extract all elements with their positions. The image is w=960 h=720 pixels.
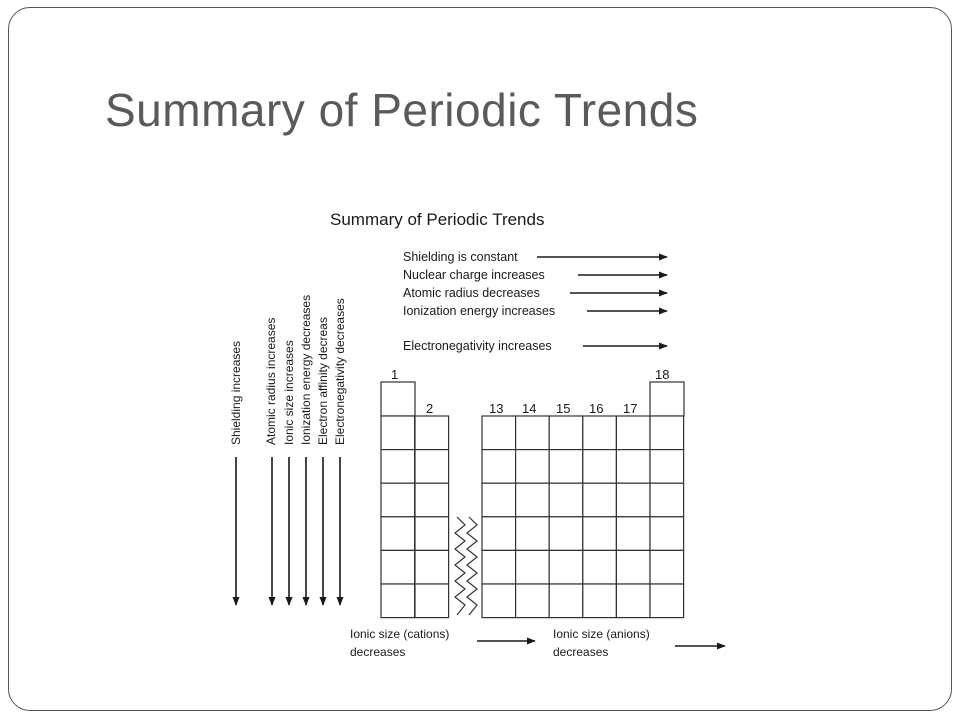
table-cell-right-4-4: [616, 550, 650, 584]
trend-nuclear-charge: Nuclear charge increases: [403, 268, 545, 282]
table-cell-left-3-1: [415, 517, 449, 551]
trend-shielding-increases: Shielding increases: [229, 340, 243, 445]
table-cell-left-3-0: [381, 517, 415, 551]
table-cell-right-2-2: [549, 483, 583, 517]
cell-group-18: [650, 382, 684, 416]
table-cell-left-0-0: [381, 416, 415, 450]
anions-label-line1: Ionic size (anions): [553, 627, 650, 641]
group-label-15: 15: [556, 401, 571, 416]
table-cell-right-3-0: [482, 517, 516, 551]
group-label-13: 13: [489, 401, 504, 416]
trend-ionization-row: Ionization energy increases: [403, 304, 556, 318]
table-cell-right-1-3: [583, 450, 617, 484]
periodic-trends-diagram: [185, 195, 765, 685]
cell-group-1: [381, 382, 415, 416]
figure-title: Summary of Periodic Trends: [330, 210, 545, 229]
table-cell-right-0-5: [650, 416, 684, 450]
trend-atomic-radius-row: Atomic radius decreases: [403, 286, 540, 300]
group-label-14: 14: [522, 401, 537, 416]
table-cell-right-0-3: [583, 416, 617, 450]
table-cell-left-5-1: [415, 584, 449, 618]
table-cell-right-0-4: [616, 416, 650, 450]
table-cell-right-3-2: [549, 517, 583, 551]
table-cell-right-2-4: [616, 483, 650, 517]
table-cell-right-0-2: [549, 416, 583, 450]
table-cell-right-3-4: [616, 517, 650, 551]
table-cell-left-2-1: [415, 483, 449, 517]
table-cell-right-2-5: [650, 483, 684, 517]
trend-atomic-radius-col: Atomic radius increases: [264, 317, 278, 445]
group-label-16: 16: [589, 401, 604, 416]
table-cell-right-5-5: [650, 584, 684, 618]
slide-title: Summary of Periodic Trends: [105, 84, 699, 136]
table-cell-right-5-4: [616, 584, 650, 618]
table-cell-right-5-1: [516, 584, 550, 618]
trend-electronegativity-col: Electronegativity decreases: [333, 298, 347, 445]
table-cell-left-1-1: [415, 450, 449, 484]
trend-ionization-col: Ionization energy decreases: [299, 294, 313, 445]
table-cell-right-5-2: [549, 584, 583, 618]
table-cell-right-2-3: [583, 483, 617, 517]
group-label-2: 2: [426, 401, 434, 416]
table-cell-left-4-0: [381, 550, 415, 584]
table-cell-right-1-0: [482, 450, 516, 484]
table-cell-right-4-5: [650, 550, 684, 584]
cations-label-line2: decreases: [350, 645, 406, 659]
table-cell-right-0-1: [516, 416, 550, 450]
table-cell-right-3-5: [650, 517, 684, 551]
group-label-18: 18: [655, 367, 670, 382]
group-label-17: 17: [623, 401, 638, 416]
anions-label-line2: decreases: [553, 645, 609, 659]
table-cell-right-1-4: [616, 450, 650, 484]
trend-electron-affinity-col: Electron affinity decreas: [316, 317, 330, 445]
periodic-trends-figure: [185, 195, 765, 685]
table-cell-right-2-1: [516, 483, 550, 517]
table-cell-right-3-3: [583, 517, 617, 551]
grid-cells: [381, 416, 684, 618]
table-cell-left-5-0: [381, 584, 415, 618]
table-cell-right-4-3: [583, 550, 617, 584]
trend-electronegativity-row: Electronegativity increases: [403, 339, 552, 353]
table-cell-right-4-2: [549, 550, 583, 584]
table-cell-right-1-1: [516, 450, 550, 484]
table-cell-right-1-5: [650, 450, 684, 484]
trend-ionic-size-col: Ionic size increases: [282, 340, 296, 445]
table-cell-right-5-3: [583, 584, 617, 618]
cations-label-line1: Ionic size (cations): [350, 627, 450, 641]
table-cell-right-1-2: [549, 450, 583, 484]
table-cell-right-4-1: [516, 550, 550, 584]
zigzag-break: [455, 517, 477, 615]
table-cell-right-3-1: [516, 517, 550, 551]
table-cell-left-4-1: [415, 550, 449, 584]
table-cell-right-0-0: [482, 416, 516, 450]
table-cell-right-5-0: [482, 584, 516, 618]
table-cell-left-0-1: [415, 416, 449, 450]
table-cell-left-1-0: [381, 450, 415, 484]
trend-shielding-constant: Shielding is constant: [403, 250, 518, 264]
group-label-1: 1: [391, 367, 399, 382]
table-cell-right-2-0: [482, 483, 516, 517]
table-cell-left-2-0: [381, 483, 415, 517]
table-cell-right-4-0: [482, 550, 516, 584]
group-labels: [391, 367, 669, 416]
